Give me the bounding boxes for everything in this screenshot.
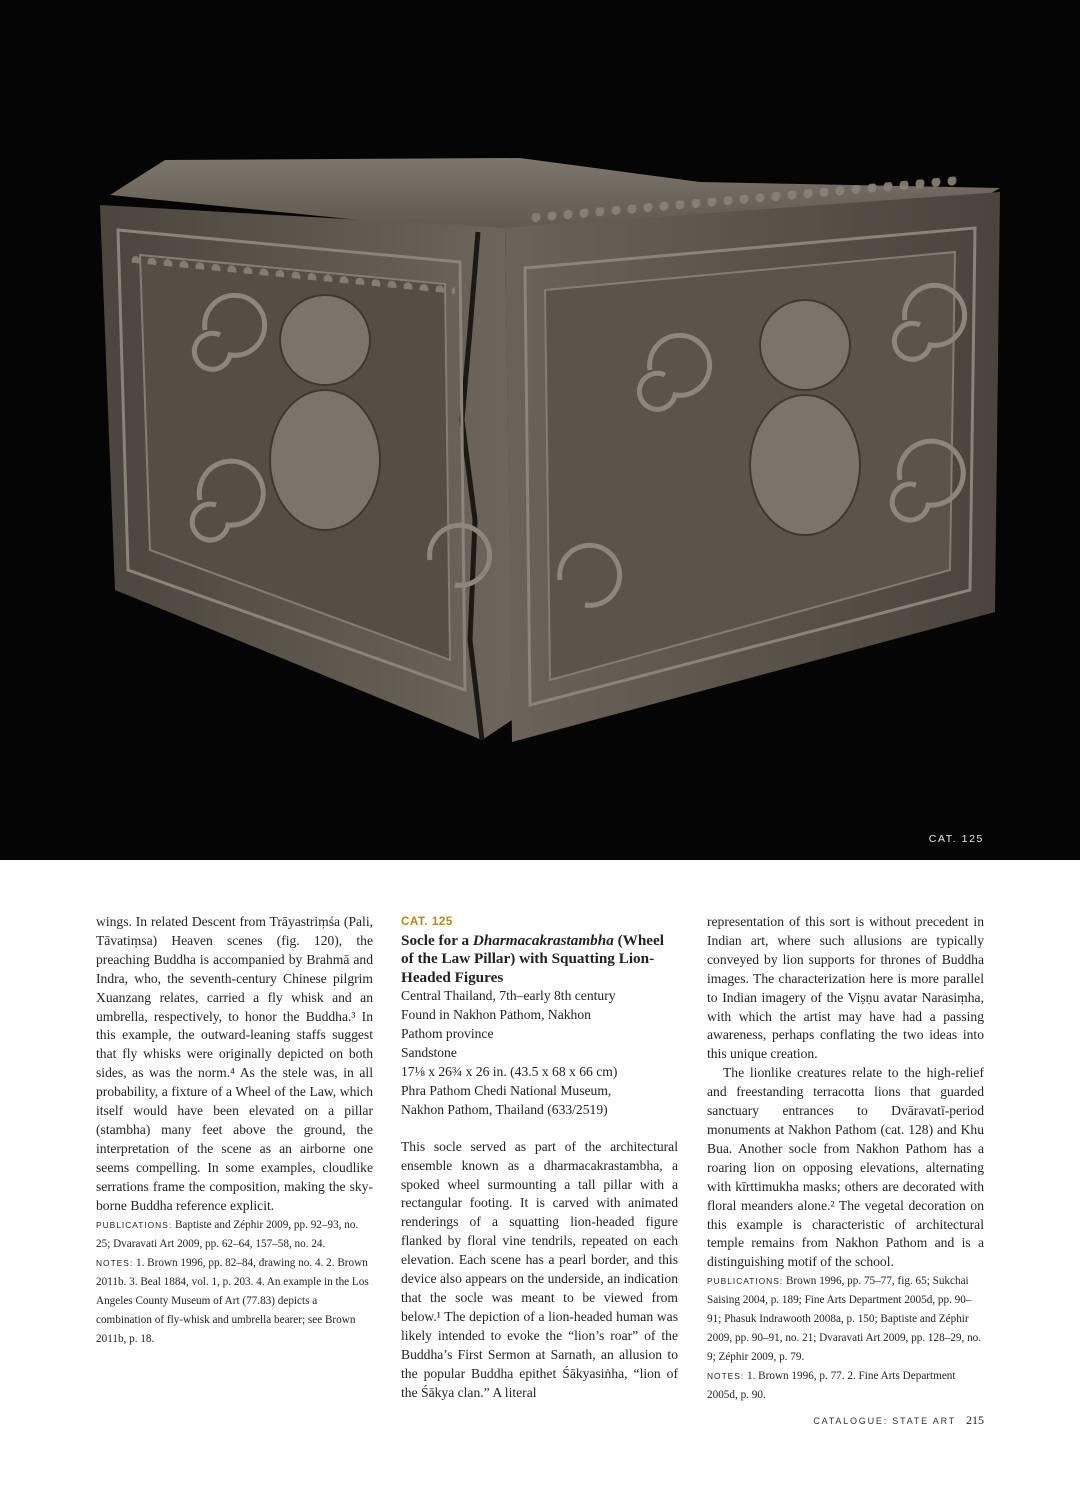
notes — [96, 1254, 373, 1349]
text-column-3 — [707, 913, 984, 1405]
meta-line: Pathom province — [401, 1026, 494, 1042]
publications — [96, 1216, 373, 1254]
body-paragraph: This socle served as part of the architectural ensemble known as a dharmacakrastambha, a spoked wheel surmounting a tall pillar with a rectangular footing. It is carved with animated renderings of a squatting lion-headed figure flanked by floral vine tendrils, repeated on each elevation. Each scene has a pearl border, and this device also appears on the underside, an indication that the socle was meant to be viewed from below.¹ The depiction of a lion-headed human was likely intended to evoke the “lion’s roar” of the Buddha’s First Sermon at Sarnath, an allusion to the popular Buddha epithet Śākyasiṅha, “lion of the Śākya clan.” A literal — [401, 1138, 678, 1400]
page-footer — [813, 1413, 984, 1428]
title-prefix: Socle for a — [401, 931, 473, 949]
meta-line: Central Thailand, 7th–early 8th century — [401, 988, 616, 1004]
body-paragraph: wings. In related Descent from Trāyastriṃśa (Pali, Tāvatiṃsa) Heaven scenes (fig. 120), the preaching Buddha is accompanied by Brahmā and Indra, who, the seventh-century Chinese pilgrim Xuanzang relates, carried a fly whisk and an umbrella, respectively, to honor the Buddha.³ In this example, the outward-leaning staffs suggest that fly whisks were originally depicted on both sides, as was the norm.⁴ As the stele was, in all probability, a fixture of a Wheel of the Law, which itself would have been elevated on a pillar (stambha) many feet above the ground, the interpretation of the scene as an airborne one seems compelling. In some examples, cloudlike serrations frame the composition, making the sky-borne Buddha reference explicit. — [96, 914, 373, 1213]
meta-line: 17⅛ x 26¾ x 26 in. (43.5 x 68 x 66 cm) — [401, 1064, 618, 1080]
title-rest: (Wheel of the Law Pillar) with Squatting Lion-Headed Figures — [401, 931, 664, 986]
meta-line: Found in Nakhon Pathom, Nakhon — [401, 1007, 591, 1023]
publications — [707, 1272, 984, 1367]
catalogue-number: CAT. 125 — [401, 916, 453, 928]
notes — [707, 1367, 984, 1405]
page-number: 215 — [966, 1413, 984, 1427]
catalogue-title — [401, 932, 678, 988]
title-italic: Dharmacakrastambha — [472, 931, 614, 949]
meta-line: Nakhon Pathom, Thailand (633/2519) — [401, 1101, 608, 1117]
meta-line: Sandstone — [401, 1045, 457, 1061]
publications-label: PUBLICATIONS: — [707, 1276, 784, 1287]
body-paragraph: The lionlike creatures relate to the high-relief and freestanding terracotta lions that guarded sanctuary entrances to Dvāravatī-period monuments at Nakhon Pathom (cat. 128) and Khu Bua. Another socle from Nakhon Pathom has a roaring lion on opposing elevations, alternating with kīrttimukha masks; others are decorated with floral meanders alone.² The vegetal decoration on this example is characteristic of architectural temple remains from Nakhon Pathom and is a distinguishing motif of the school. — [707, 1065, 984, 1270]
notes-label: NOTES: — [707, 1371, 745, 1382]
notes-label: NOTES: — [96, 1257, 134, 1268]
body-paragraph: representation of this sort is without precedent in Indian art, where such allusions are typically conveyed by lion supports for thrones of Buddha images. The characterization here is more parallel to Indian imagery of the Viṣṇu avatar Narasiṃha, with which the artist may have had a passing awareness, perhaps conflating the two ideas into this unique creation. — [707, 914, 984, 1062]
publications-text: Brown 1996, pp. 75–77, fig. 65; Sukchai Saising 2004, p. 189; Fine Arts Department 2005d, pp. 90–91; Phasuk Indrawooth 2008a, p. 150; Baptiste and Zéphir 2009, pp. 90–91, no. 21; Dvaravati Art 2009, pp. 128–29, no. 9; Zéphir 2009, p. 79. — [707, 1275, 982, 1364]
publications-label: PUBLICATIONS: — [96, 1219, 173, 1230]
notes-text: 1. Brown 1996, p. 77. 2. Fine Arts Department 2005d, p. 90. — [707, 1370, 956, 1402]
running-footer: CATALOGUE: STATE ART — [813, 1416, 956, 1426]
text-column-1 — [96, 913, 373, 1349]
text-column-2 — [401, 913, 678, 1402]
publications-text: Baptiste and Zéphir 2009, pp. 92–93, no. 25; Dvaravati Art 2009, pp. 62–64, 157–58, no. 24. — [96, 1218, 359, 1250]
photo-caption: CAT. 125 — [928, 833, 984, 845]
meta-line: Phra Pathom Chedi National Museum, — [401, 1082, 612, 1098]
notes-text: 1. Brown 1996, pp. 82–84, drawing no. 4. 2. Brown 2011b. 3. Beal 1884, vol. 1, p. 203. 4. An example in the Los Angeles County Museum of Art (77.83) depicts a combination of fly-whisk and umbrella bearer; see Brown 2011b, p. 18. — [96, 1256, 369, 1345]
